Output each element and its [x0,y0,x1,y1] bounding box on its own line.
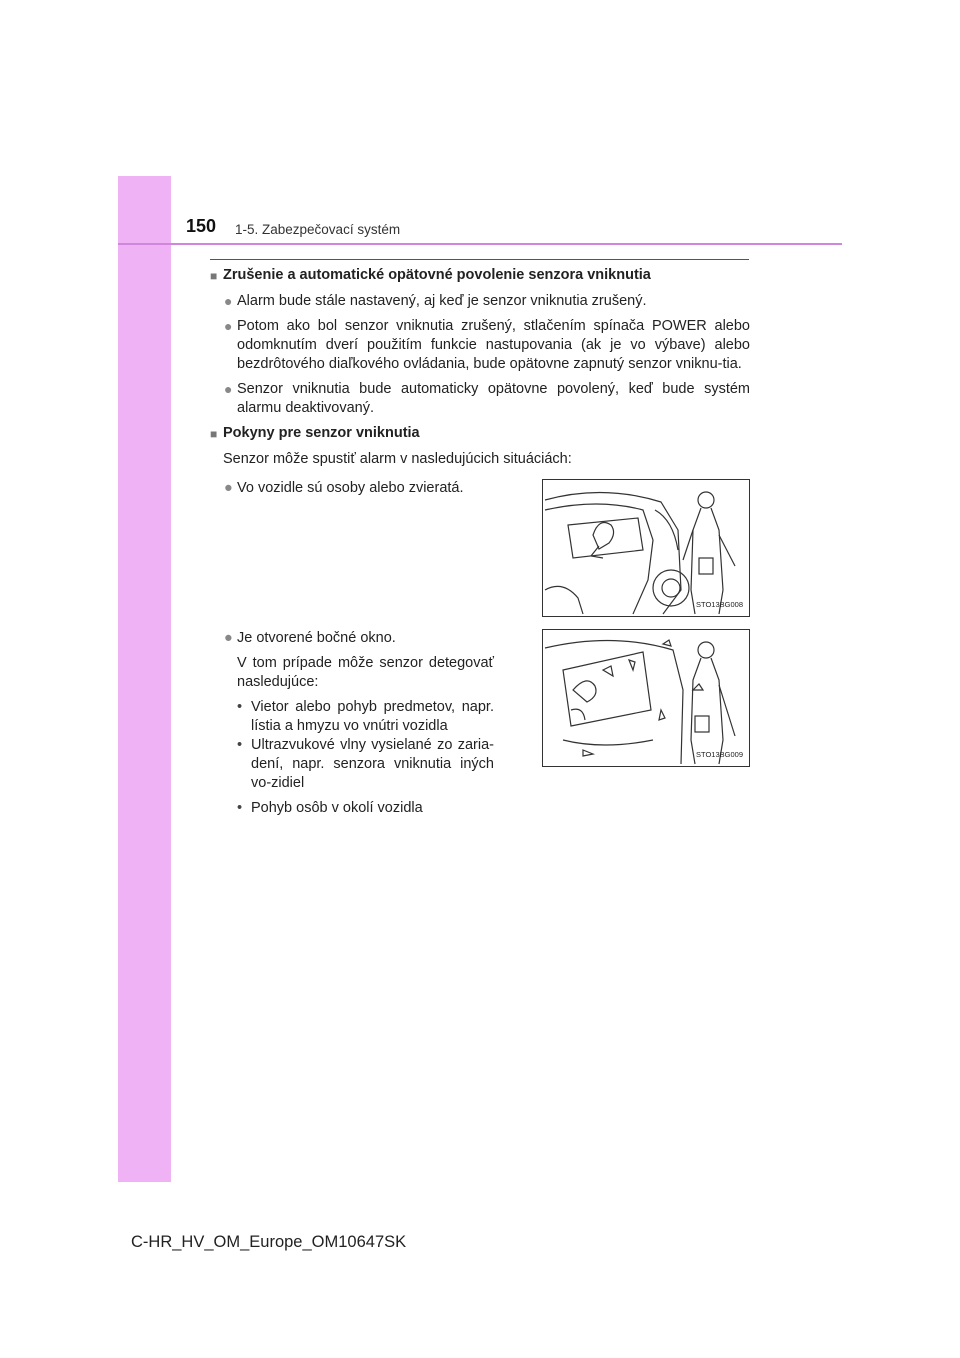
sub-list-item-text: Ultrazvukové vlny vysielané zo zaria-dení, napr. senzora vniknutia iných vo-zidiel [251,737,494,791]
dot-bullet-icon: • [237,699,243,715]
dot-bullet-icon: • [237,800,243,816]
figure-open-window [542,629,750,767]
list-item-text: Je otvorené bočné okno. [237,630,396,646]
side-color-band [118,176,171,1182]
list-item [224,380,750,418]
header-rule [118,243,842,245]
document-id: C-HR_HV_OM_Europe_OM10647SK [131,1233,407,1251]
list-item [224,292,750,311]
round-bullet-icon: ● [224,630,233,646]
heading-sensor-precautions [210,424,750,444]
page-content [210,266,750,818]
sub-list-item-text: Vietor alebo pohyb predmetov, napr. lístia a hmyzu vo vnútri vozidla [251,699,494,734]
round-bullet-icon: ● [224,480,233,496]
figure-occupants [542,479,750,617]
content-top-rule [210,259,749,260]
intro-text: Senzor môže spustiť alarm v nasledujúcich situáciách: [223,451,572,467]
sub-list-item [237,698,494,736]
round-bullet-icon: ● [224,381,233,397]
dot-bullet-icon: • [237,737,243,753]
heading-disable-sensor [210,266,750,286]
sub-list-item [237,799,494,818]
list-item-text: Senzor vniknutia bude automaticky opätovne povolený, keď bude systém alarmu deaktivovaný. [237,381,750,416]
sub-list-item [237,736,494,793]
heading-text: Pokyny pre senzor vniknutia [223,425,420,441]
list-item-text: Potom ako bol senzor vniknutia zrušený, stlačením spínača POWER alebo odomknutím dverí použitím funkcie nastupovania (ak je vo výbave) alebo bezdrôtového diaľkového ovládania, bude opätovne zapnutý senzor vniknu-tia. [237,318,750,372]
square-bullet-icon: ■ [210,427,218,441]
sub-list-item-text: Pohyb osôb v okolí vozidla [251,800,423,816]
figure-code: STO13BG009 [696,750,743,759]
square-bullet-icon: ■ [210,269,218,283]
item-sub-text: V tom prípade môže senzor detegovať nasledujúce: [237,655,494,690]
item-occupants [224,479,494,617]
item-open-window-row [224,629,750,818]
figure-code: STO13BG008 [696,600,743,609]
section-title: 1-5. Zabezpečovací systém [235,222,401,237]
item-occupants-row [224,479,750,617]
round-bullet-icon: ● [224,318,233,334]
round-bullet-icon: ● [224,293,233,309]
item-open-window [224,629,494,818]
page-number: 150 [186,216,217,236]
list-item [224,317,750,374]
list-item-text: Alarm bude stále nastavený, aj keď je senzor vniknutia zrušený. [237,293,647,309]
list-item-text: Vo vozidle sú osoby alebo zvieratá. [237,480,464,496]
heading-text: Zrušenie a automatické opätovné povolenie senzora vniknutia [223,267,651,283]
